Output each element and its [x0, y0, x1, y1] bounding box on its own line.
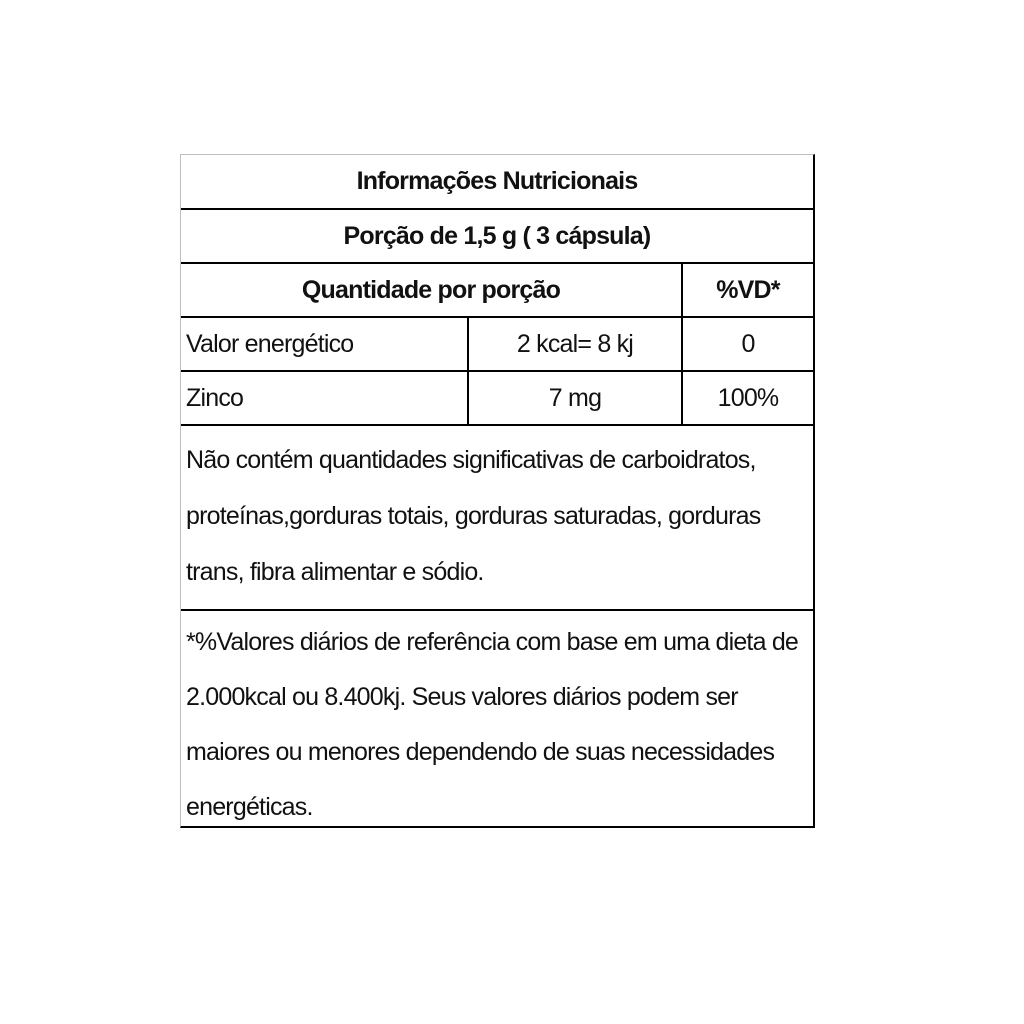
vd-header: %VD* [716, 275, 780, 304]
nutrient-vd: 100% [717, 383, 779, 412]
nutrient-vd: 0 [741, 329, 755, 358]
quantity-header: Quantidade por porção [181, 264, 683, 316]
nutrient-amount: 2 kcal= 8 kj [469, 318, 683, 370]
table-title-row [181, 155, 813, 210]
daily-values-reference-row [181, 611, 813, 827]
nutrient-amount: 7 mg [469, 372, 683, 424]
insignificant-nutrients-note-row [181, 426, 813, 611]
nutrient-name: Valor energético [181, 318, 469, 370]
portion-size: Porção de 1,5 g ( 3 cápsula) [343, 221, 651, 250]
nutrient-name: Zinco [181, 372, 469, 424]
portion-row [181, 210, 813, 264]
header-row [181, 264, 813, 318]
daily-values-reference: *%Valores diários de referência com base em uma dieta de 2.000kcal ou 8.400kj. Seus valores diários podem ser maiores ou menores dependendo de suas necessidades energéticas. [186, 628, 799, 821]
insignificant-nutrients-note: Não contém quantidades significativas de carboidratos, proteínas,gorduras totais, gorduras saturadas, gorduras trans, fibra alimentar e sódio. [186, 446, 761, 586]
table-title: Informações Nutricionais [356, 167, 638, 195]
table-row [181, 372, 813, 426]
nutrition-facts-table [180, 154, 815, 828]
table-row [181, 318, 813, 372]
